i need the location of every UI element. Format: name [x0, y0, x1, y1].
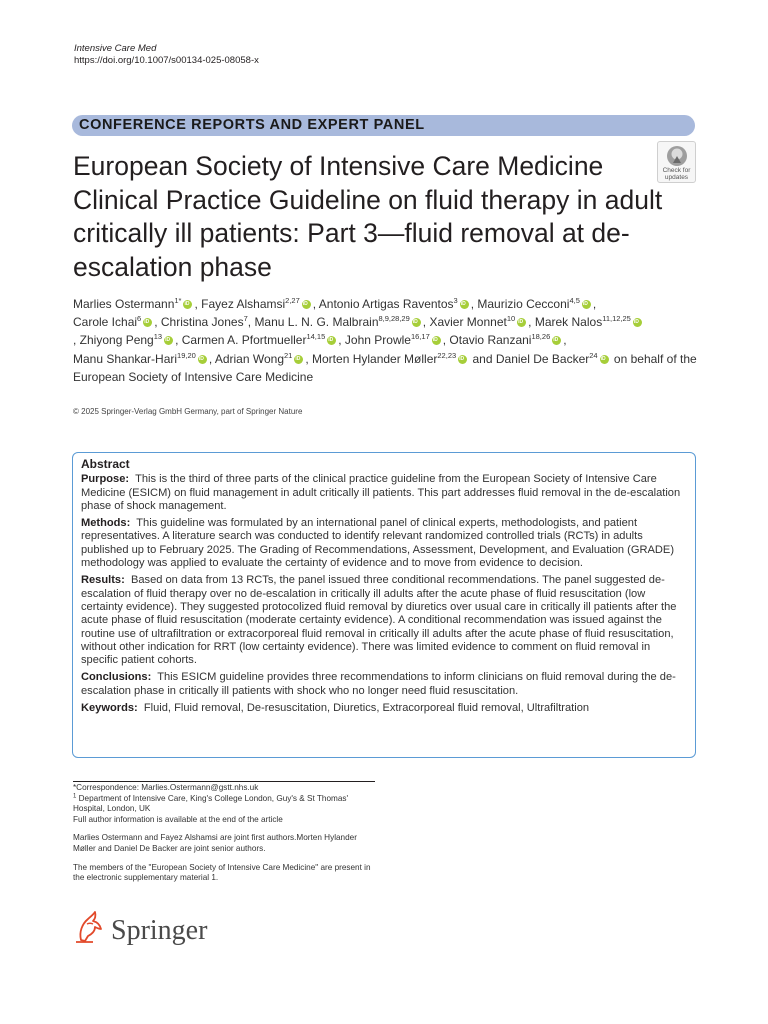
orcid-icon[interactable] [294, 355, 303, 364]
author[interactable]: Daniel De Backer$^{24}$ [495, 350, 598, 366]
journal-header [74, 43, 259, 67]
author[interactable]: Marek Nalos$^{11,12,25}$ [534, 314, 631, 330]
abstract-results: Results: Based on data from 13 RCTs, the panel issued three conditional recommendations. The panel suggested de-escalation of fluid therapy over no de-escalation in critically ill adults after the acute phase of fluid resuscitation (low certainty evidence). They suggested protocolized fluid removal by diuretics over usual care in critically ill patients after the acute phase of fluid resuscitation (moderate certainty evidence). A conditional recommendation was issued against the routine use of ultrafiltration or extracorporeal fluid removal in critically ill adults after the acute phase of fluid resuscitation, without other indication for RRT (low certainty evidence). There was limited evidence to comment on fluid removal in specific patient cohorts. [81, 574, 677, 667]
author[interactable]: Otavio Ranzani$^{18,26}$ [449, 332, 551, 348]
publisher-name: Springer [111, 915, 208, 946]
abstract-methods: Methods: This guideline was formulated by an international panel of clinical experts, methodologists, and patient representatives. A literature search was conducted to identify relevant randomized controlled trials (RCTs) in adults published up to February 2025. The Grading of Recommendations, Assessment, Development, and Evaluation (GRADE) methodology was applied to evaluate the certainty of evidence and to move from evidence to decision. [81, 517, 675, 570]
check-updates-line2: updates [664, 174, 689, 181]
orcid-icon[interactable] [164, 336, 173, 345]
orcid-icon[interactable] [633, 318, 642, 327]
orcid-icon[interactable] [143, 318, 152, 327]
springer-horse-icon [73, 910, 105, 944]
orcid-icon[interactable] [582, 300, 591, 309]
journal-name: Intensive Care Med [74, 43, 157, 54]
orcid-icon[interactable] [302, 300, 311, 309]
check-updates-line1: Check for [662, 167, 691, 174]
author[interactable]: Zhiyong Peng$^{13}$ [79, 332, 163, 348]
members-note: The members of the "European Society of Intensive Care Medicine" are present in the electronic supplementary material 1. [73, 862, 371, 883]
orcid-icon[interactable] [600, 355, 609, 364]
abstract-keywords: Keywords: Fluid, Fluid removal, De-resuscitation, Diuretics, Extracorporeal fluid removal, Ultrafiltration [81, 702, 590, 715]
orcid-icon[interactable] [552, 336, 561, 345]
copyright-notice: © 2025 Springer-Verlag GmbH Germany, part of Springer Nature [73, 407, 303, 416]
abstract-box [72, 452, 696, 758]
author[interactable]: Adrian Wong$^{21}$ [214, 350, 293, 366]
orcid-icon[interactable] [458, 355, 467, 364]
author[interactable]: Manu Shankar-Hari$^{19,20}$ [73, 350, 196, 366]
abstract-purpose: Purpose: This is the third of three parts of the clinical practice guideline from the European Society of Intensive Care Medicine (ESICM) on fluid management in adult critically ill patients. This part addresses fluid removal in the de-escalation phase of shock management. [81, 473, 681, 512]
section-banner [72, 115, 695, 136]
author-list-tail: on behalf of the European Society of Intensive Care Medicine [73, 351, 697, 384]
author[interactable]: Morten Hylander Møller$^{22,23}$ [312, 350, 457, 366]
correspondence-note[interactable]: *Correspondence: Marlies.Ostermann@gstt.nhs.uk [73, 783, 259, 792]
author[interactable]: Xavier Monnet$^{10}$ [429, 314, 516, 330]
footnote-divider [73, 781, 375, 782]
author-list: Marlies Ostermann$^{1*}$iD , Fayez Alshamsi$^{2,27}$iD , Antonio Artigas Raventos$^3$iD , Maurizio Cecconi$^{4,5}$iD , Carole Ichai$^6$iD , Christina Jones$^7$, Manu L. N. G. Malbrain$^{8,9,28,29}$iD , Xavier Monnet$^{10}$iD , Marek Nalos$^{11,12,25}$iD , Zhiyong Peng$^{13}$iD , Carmen A. Pfortmueller$^{14,15}$iD , John Prowle$^{16,17}$iD , Otavio Ranzani$^{18,26}$iD , Manu Shankar-Hari$^{19,20}$iD , Adrian Wong$^{21}$iD , Morten Hylander Møller$^{22,23}$iD and Daniel De Backer$^{24}$iD on behalf of the European Society of Intensive Care Medicine [73, 295, 698, 386]
orcid-icon[interactable] [327, 336, 336, 345]
footnotes [73, 783, 378, 892]
author[interactable]: Christina Jones$^7$ [160, 314, 248, 330]
orcid-icon[interactable] [517, 318, 526, 327]
orcid-icon[interactable] [198, 355, 207, 364]
abstract-heading: Abstract [81, 457, 130, 471]
full-info-note: Full author information is available at the end of the article [73, 814, 283, 824]
author[interactable]: Carmen A. Pfortmueller$^{14,15}$ [181, 332, 326, 348]
orcid-icon[interactable] [432, 336, 441, 345]
joint-authors-note: Marlies Ostermann and Fayez Alshamsi are joint first authors.Morten Hylander Møller and Daniel De Backer are joint senior authors. [73, 833, 357, 853]
article-title: European Society of Intensive Care Medicine Clinical Practice Guideline on fluid therapy in adult critically ill patients: Part 3—fluid removal at de-escalation phase [73, 151, 663, 282]
author[interactable]: Maurizio Cecconi$^{4,5}$ [477, 296, 580, 311]
section-label: CONFERENCE REPORTS AND EXPERT PANEL [79, 117, 425, 133]
author[interactable]: Carole Ichai$^6$ [73, 314, 142, 330]
affiliation-note: $^1$ Department of Intensive Care, King's College London, Guy's & St Thomas' Hospital, London, UK [73, 792, 349, 814]
author[interactable]: Antonio Artigas Raventos$^3$ [318, 296, 458, 311]
orcid-icon[interactable] [412, 318, 421, 327]
author[interactable]: Manu L. N. G. Malbrain$^{8,9,28,29}$ [254, 314, 410, 330]
orcid-icon[interactable] [460, 300, 469, 309]
abstract-conclusions: Conclusions: This ESICM guideline provides three recommendations to inform clinicians on fluid removal during the de-escalation phase in critically ill patients with shock who no longer need fluid resuscitation. [81, 671, 676, 697]
author[interactable]: Fayez Alshamsi$^{2,27}$ [201, 296, 300, 311]
check-for-updates-badge[interactable] [657, 141, 696, 183]
doi-link[interactable]: https://doi.org/10.1007/s00134-025-08058-x [74, 55, 259, 66]
author[interactable]: John Prowle$^{16,17}$ [344, 332, 430, 348]
check-updates-icon [666, 145, 688, 167]
orcid-icon[interactable] [183, 300, 192, 309]
author[interactable]: Marlies Ostermann$^{1*}$ [73, 296, 182, 311]
